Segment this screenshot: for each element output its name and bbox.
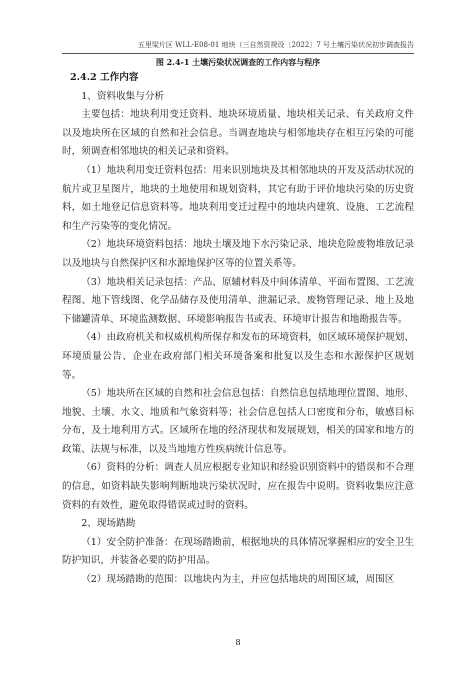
list-heading-data-collection: 1、资料收集与分析 (81, 90, 165, 102)
paragraph: （1）安全防护准备：在现场踏勘前，根据地块的具体情况掌握相应的安全卫生防护知识，并装备必要的防护用品。 (62, 536, 414, 567)
paragraph: （2）现场踏勘的范围：以地块内为主，并应包括地块的周围区域，周围区 (81, 574, 395, 586)
section-heading: 2.4.2 工作内容 (70, 72, 139, 83)
paragraph: （5）地块所在区域的自然和社会信息包括：自然信息包括地理位置图、地形、地貌、土壤、水文、地质和气象资料等；社会信息包括人口密度和分布，敏感目标分布，及土地利用方式。区域所在地的经济现状和发展规划，相关的国家和地方的政策、法规与标准，以及当地地方性疾病统计信息等。 (62, 388, 414, 455)
page-number: 8 (235, 638, 241, 647)
paragraph: （2）地块环境资料包括：地块土壤及地下水污染记录、地块危险废物堆放记录以及地块与自然保护区和水源地保护区等的位置关系等。 (62, 239, 414, 269)
paragraph: （3）地块相关记录包括：产品、原辅材料及中间体清单、平面布置图、工艺流程图、地下管线图、化学品储存及使用清单、泄漏记录、废物管理记录、地上及地下储罐清单、环境监测数据、环境影响报告书或表、环境审计报告和地勘报告等。 (62, 276, 414, 325)
paragraph: （1）地块利用变迁资料包括：用来识别地块及其相邻地块的开发及活动状况的航片或卫星图片，地块的土地使用和规划资料，其它有助于评价地块污染的历史资料，如土地登记信息资料等。地块利用变迁过程中的地块内建筑、设施、工艺流程和生产污染等的变化情况。 (62, 164, 414, 232)
paragraph: 主要包括：地块利用变迁资料、地块环境质量、地块相关记录、有关政府文件以及地块所在区域的自然和社会信息。当调查地块与相邻地块存在相互污染的可能时，须调查相邻地块的相关记录和资料。 (62, 109, 414, 158)
running-header: 五里梁片区 WLL-E08-01 地块（三自然资规设〔2022〕7 号土壤污染状况初步调查报告 (62, 40, 414, 54)
paragraph: （6）资料的分析：调查人员应根据专业知识和经验识别资料中的错误和不合理的信息，如资料缺失影响判断地块污染状况时，应在报告中说明。资料收集应注意资料的有效性，避免取得错误或过时的资料。 (62, 462, 414, 511)
list-heading-site-survey: 2、现场踏勘 (81, 518, 136, 530)
figure-caption: 图 2.4-1 土壤污染状况调查的工作内容与程序 (155, 57, 321, 67)
paragraph: （4）由政府机关和权威机构所保存和发布的环境资料，如区域环境保护规划、环境质量公告、企业在政府部门相关环境备案和批复以及生态和水源保护区规划等。 (62, 332, 414, 381)
body-text (62, 69, 414, 590)
